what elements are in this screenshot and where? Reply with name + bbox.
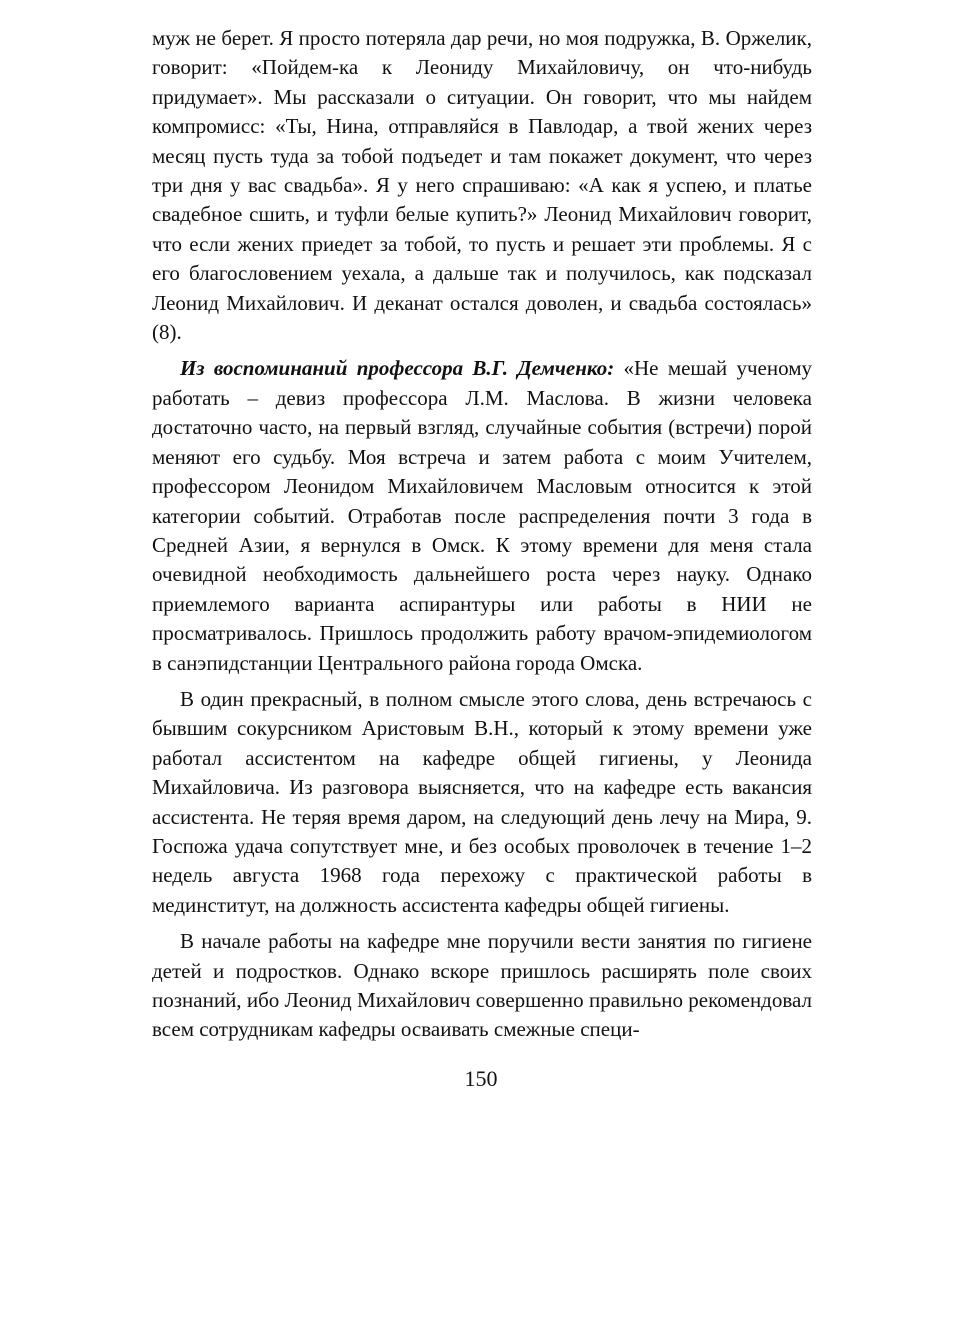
paragraph-3-text: В один прекрасный, в полном смысле этого слова, день встречаюсь с бывшим сокурсником Аристовым В.Н., который к этому времени уже работал ассистентом на кафедре общей гигиены, у Леонида Михайловича. Из разговора выясняется, что на кафедре есть вакансия ассистента. Не теряя время даром, на следующий день лечу на Мира, 9. Госпожа удача сопутствует мне, и без особых проволочек в течение 1–2 недель августа 1968 года перехожу с практической работы в мединститут, на должность ассистента кафедры общей гигиены. xyxy=(152,686,812,917)
paragraph-4-text: В начале работы на кафедре мне поручили вести занятия по гигиене детей и подростков. Однако вскоре пришлось расширять поле своих познаний, ибо Леонид Михайлович совершенно правильно рекомендовал всем сотрудникам кафедры осваивать смежные специ- xyxy=(152,929,812,1042)
paragraph-2 xyxy=(152,354,812,677)
paragraph-1 xyxy=(152,24,812,347)
body-text xyxy=(152,24,812,1045)
paragraph-3 xyxy=(152,685,812,920)
paragraph-4 xyxy=(152,927,812,1045)
page-number: 150 xyxy=(464,1066,498,1091)
paragraph-2-lead: Из воспоминаний профессора В.Г. Демченко: xyxy=(180,356,615,381)
page-content xyxy=(152,24,812,1045)
paragraph-1-text: муж не берет. Я просто потеряла дар речи, но моя подружка, В. Оржелик, говорит: «Пойдем-ка к Леониду Михайловичу, он что-нибудь придумает». Мы рассказали о ситуации. Он говорит, что мы найдем компромисс: «Ты, Нина, отправляйся в Павлодар, а твой жених через месяц пусть туда за тобой подъедет и там покажет документ, что через три дня у вас свадьба». Я у него спрашиваю: «А как я успею, и платье свадебное сшить, и туфли белые купить?» Леонид Михайлович говорит, что если жених приедет за тобой, то пусть и решает эти проблемы. Я с его благословением уехала, а дальше так и получилось, как подсказал Леонид Михайлович. И деканат остался доволен, и свадьба состоялась» (8). xyxy=(152,26,812,345)
paragraph-2-text: «Не мешай ученому работать – девиз профессора Л.М. Маслова. В жизни человека достаточно часто, на первый взгляд, случайные события (встречи) порой меняют его судьбу. Моя встреча и затем работа с моим Учителем, профессором Леонидом Михайловичем Масловым относится к этой категории событий. Отработав после распределения почти 3 года в Средней Азии, я вернулся в Омск. К этому времени для меня стала очевидной необходимость дальнейшего роста через науку. Однако приемлемого варианта аспирантуры или работы в НИИ не просматривалось. Пришлось продолжить работу врачом-эпидемиологом в санэпидстанции Центрального района города Омска. xyxy=(152,356,812,675)
